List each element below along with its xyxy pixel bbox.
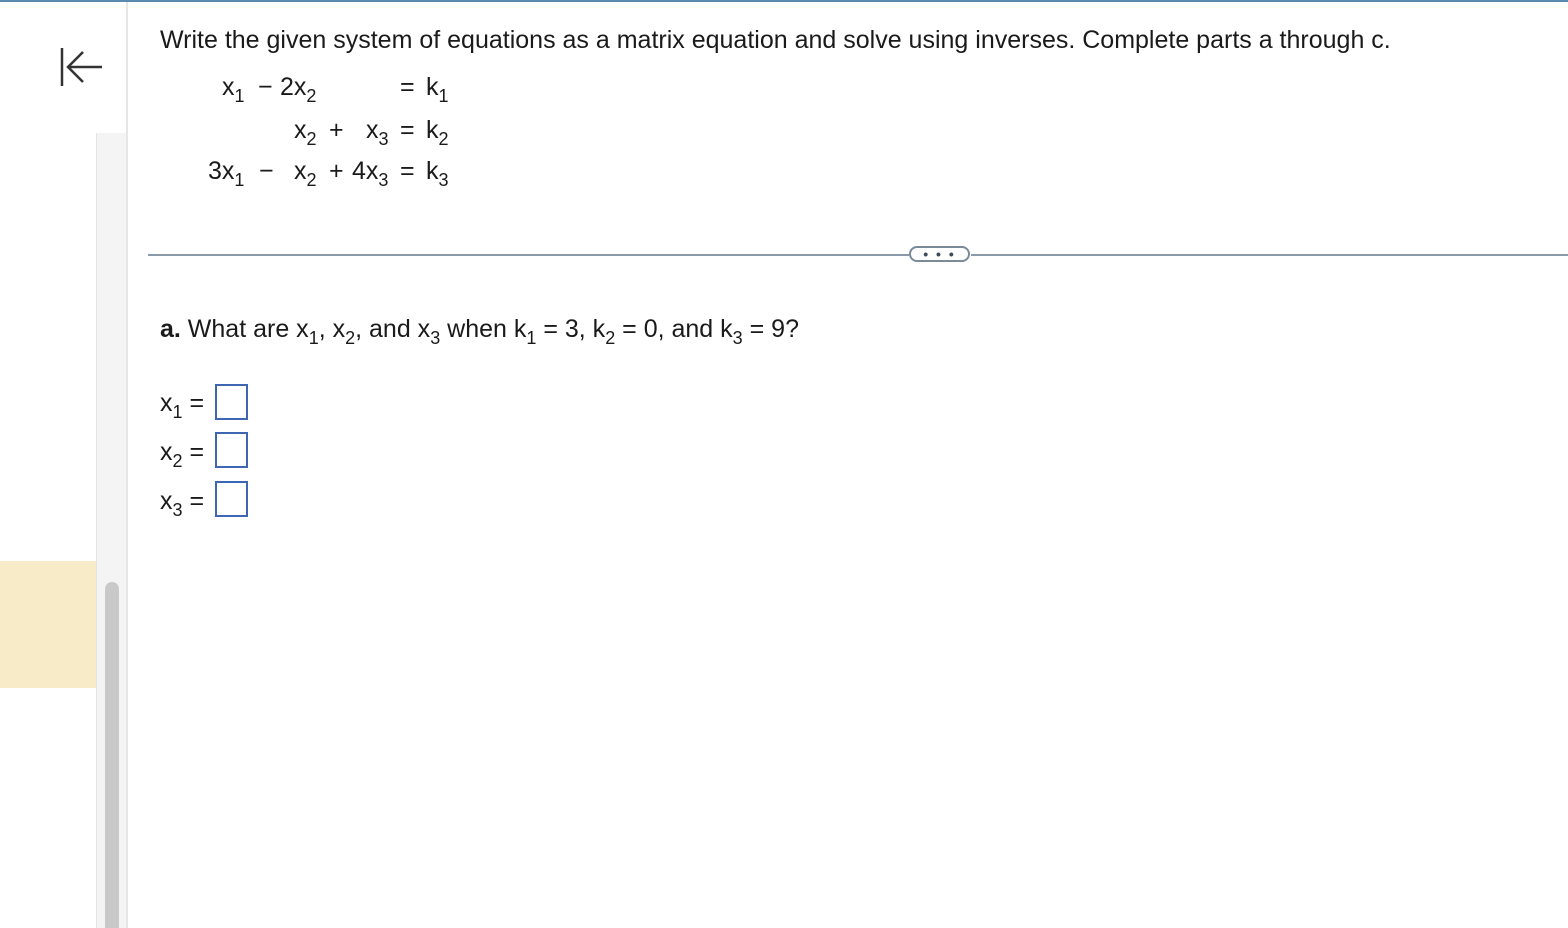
equation-3-op2: + [329,157,344,185]
answer-input-x2[interactable] [215,432,248,468]
sidebar-highlight [0,561,96,688]
sidebar-border [126,2,128,928]
scrollbar-thumb[interactable] [105,582,119,928]
instruction-text: Write the given system of equations as a matrix equation and solve using inverses. Complete parts a through c. [160,26,1391,54]
equation-3-rhs: $k_3$ [426,157,449,190]
answer-input-x1[interactable] [215,384,248,420]
equation-1-term-x1: $x_1$ [222,73,245,106]
answer-input-x3[interactable] [215,481,248,517]
section-divider-right [971,254,1568,256]
equation-3-term-x1: $3x_1$ [208,157,245,190]
equation-1-term-x2: $2x_2$ [280,73,317,106]
equation-2-op2: + [329,116,344,144]
equation-3-op1: − [259,157,274,185]
part-a-question: a. What are $x_1$, $x_2$, and $x_3$ when $k_1 = 3$, $k_2 = 0$, and $k_3 = 9$? [160,315,799,348]
top-accent-line [0,0,1568,2]
equation-2-rhs: $k_2$ [426,116,449,149]
equation-2-term-x2: $x_2$ [294,116,317,149]
collapse-left-icon [58,46,106,90]
equation-1-rhs: $k_1$ [426,73,449,106]
answer-label-x1: $x_1$ = [160,389,205,422]
equation-3-term-x3: $4x_3$ [352,157,389,190]
equation-3-term-x2: $x_2$ [294,157,317,190]
equation-2-term-x3: $x_3$ [366,116,389,149]
equation-2-equals: = [400,116,415,144]
equation-1-equals: = [400,73,415,101]
ellipsis-icon: • • • [923,246,956,262]
answer-label-x3: $x_3$ = [160,487,205,520]
show-more-button[interactable] [909,246,970,262]
equation-1-op1: − [258,73,273,101]
answer-label-x2: $x_2$ = [160,438,205,471]
collapse-panel-button[interactable] [58,46,106,90]
equation-3-equals: = [400,157,415,185]
section-divider [148,254,909,256]
